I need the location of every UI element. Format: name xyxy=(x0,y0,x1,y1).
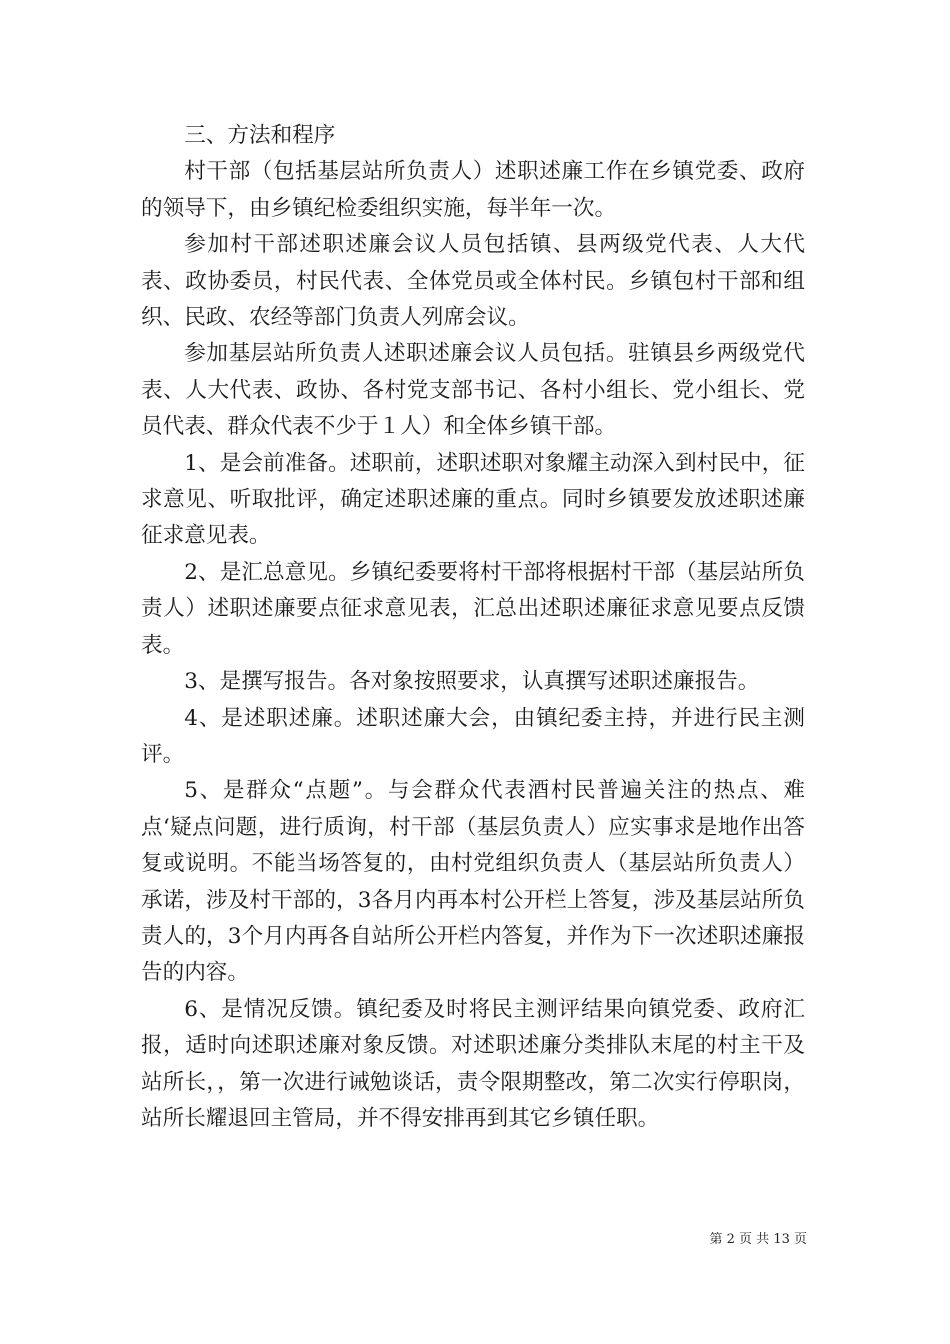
paragraph-step-1: 1、是会前准备。述职前，述职述职对象耀主动深入到村民中，征求意见、听取批评，确定述职述廉的重点。同时乡镇要发放述职述廉征求意见表。 xyxy=(141,450,805,549)
paragraph-step-5: 5、是群众“点题”。与会群众代表酒村民普遍关注的热点、难点‘疑点问题，进行质询，村干部（基层负责人）应实事求是地作出答复或说明。不能当场答复的，由村党组织负责人（基层站所负责人）承诺，涉及村干部的，3各月内再本村公开栏上答复，涉及基层站所负责人的，3个月内再各自站所公开栏内答复，并作为下一次述职述廉报告的内容。 xyxy=(141,778,805,986)
paragraph-station-attendees: 参加基层站所负责人述职述廉会议人员包括。驻镇县乡两级党代表、人大代表、政协、各村党支部书记、各村小组长、党小组长、党员代表、群众代表不少于１人）和全体乡镇干部。 xyxy=(141,341,805,440)
paragraph-step-4: 4、是述职述廉。述职述廉大会，由镇纪委主持，并进行民主测评。 xyxy=(141,705,805,767)
document-body xyxy=(141,118,805,1137)
paragraph-step-3: 3、是撰写报告。各对象按照要求，认真撰写述职述廉报告。 xyxy=(184,669,760,695)
page-number: 第 2 页 共 13 页 xyxy=(709,1232,807,1247)
paragraph-step-2: 2、是汇总意见。乡镇纪委要将村干部将根据村干部（基层站所负责人）述职述廉要点征求意见表，汇总出述职述廉征求意见要点反馈表。 xyxy=(141,559,805,658)
paragraph-village-attendees: 参加村干部述职述廉会议人员包括镇、县两级党代表、人大代表、政协委员，村民代表、全体党员或全体村民。乡镇包村干部和组织、民政、农经等部门负责人列席会议。 xyxy=(141,232,805,331)
paragraph-step-6: 6、是情况反馈。镇纪委及时将民主测评结果向镇党委、政府汇报，适时向述职述廉对象反馈。对述职述廉分类排队末尾的村主干及站所长，，第一次进行诫勉谈话，责令限期整改，第二次实行停职岗，站所长耀退回主管局，并不得安排再到其它乡镇任职。 xyxy=(141,996,805,1131)
section-heading: 三、方法和程序 xyxy=(184,123,336,148)
paragraph-scope: 村干部（包括基层站所负责人）述职述廉工作在乡镇党委、政府的领导下，由乡镇纪检委组织实施，每半年一次。 xyxy=(141,159,805,221)
